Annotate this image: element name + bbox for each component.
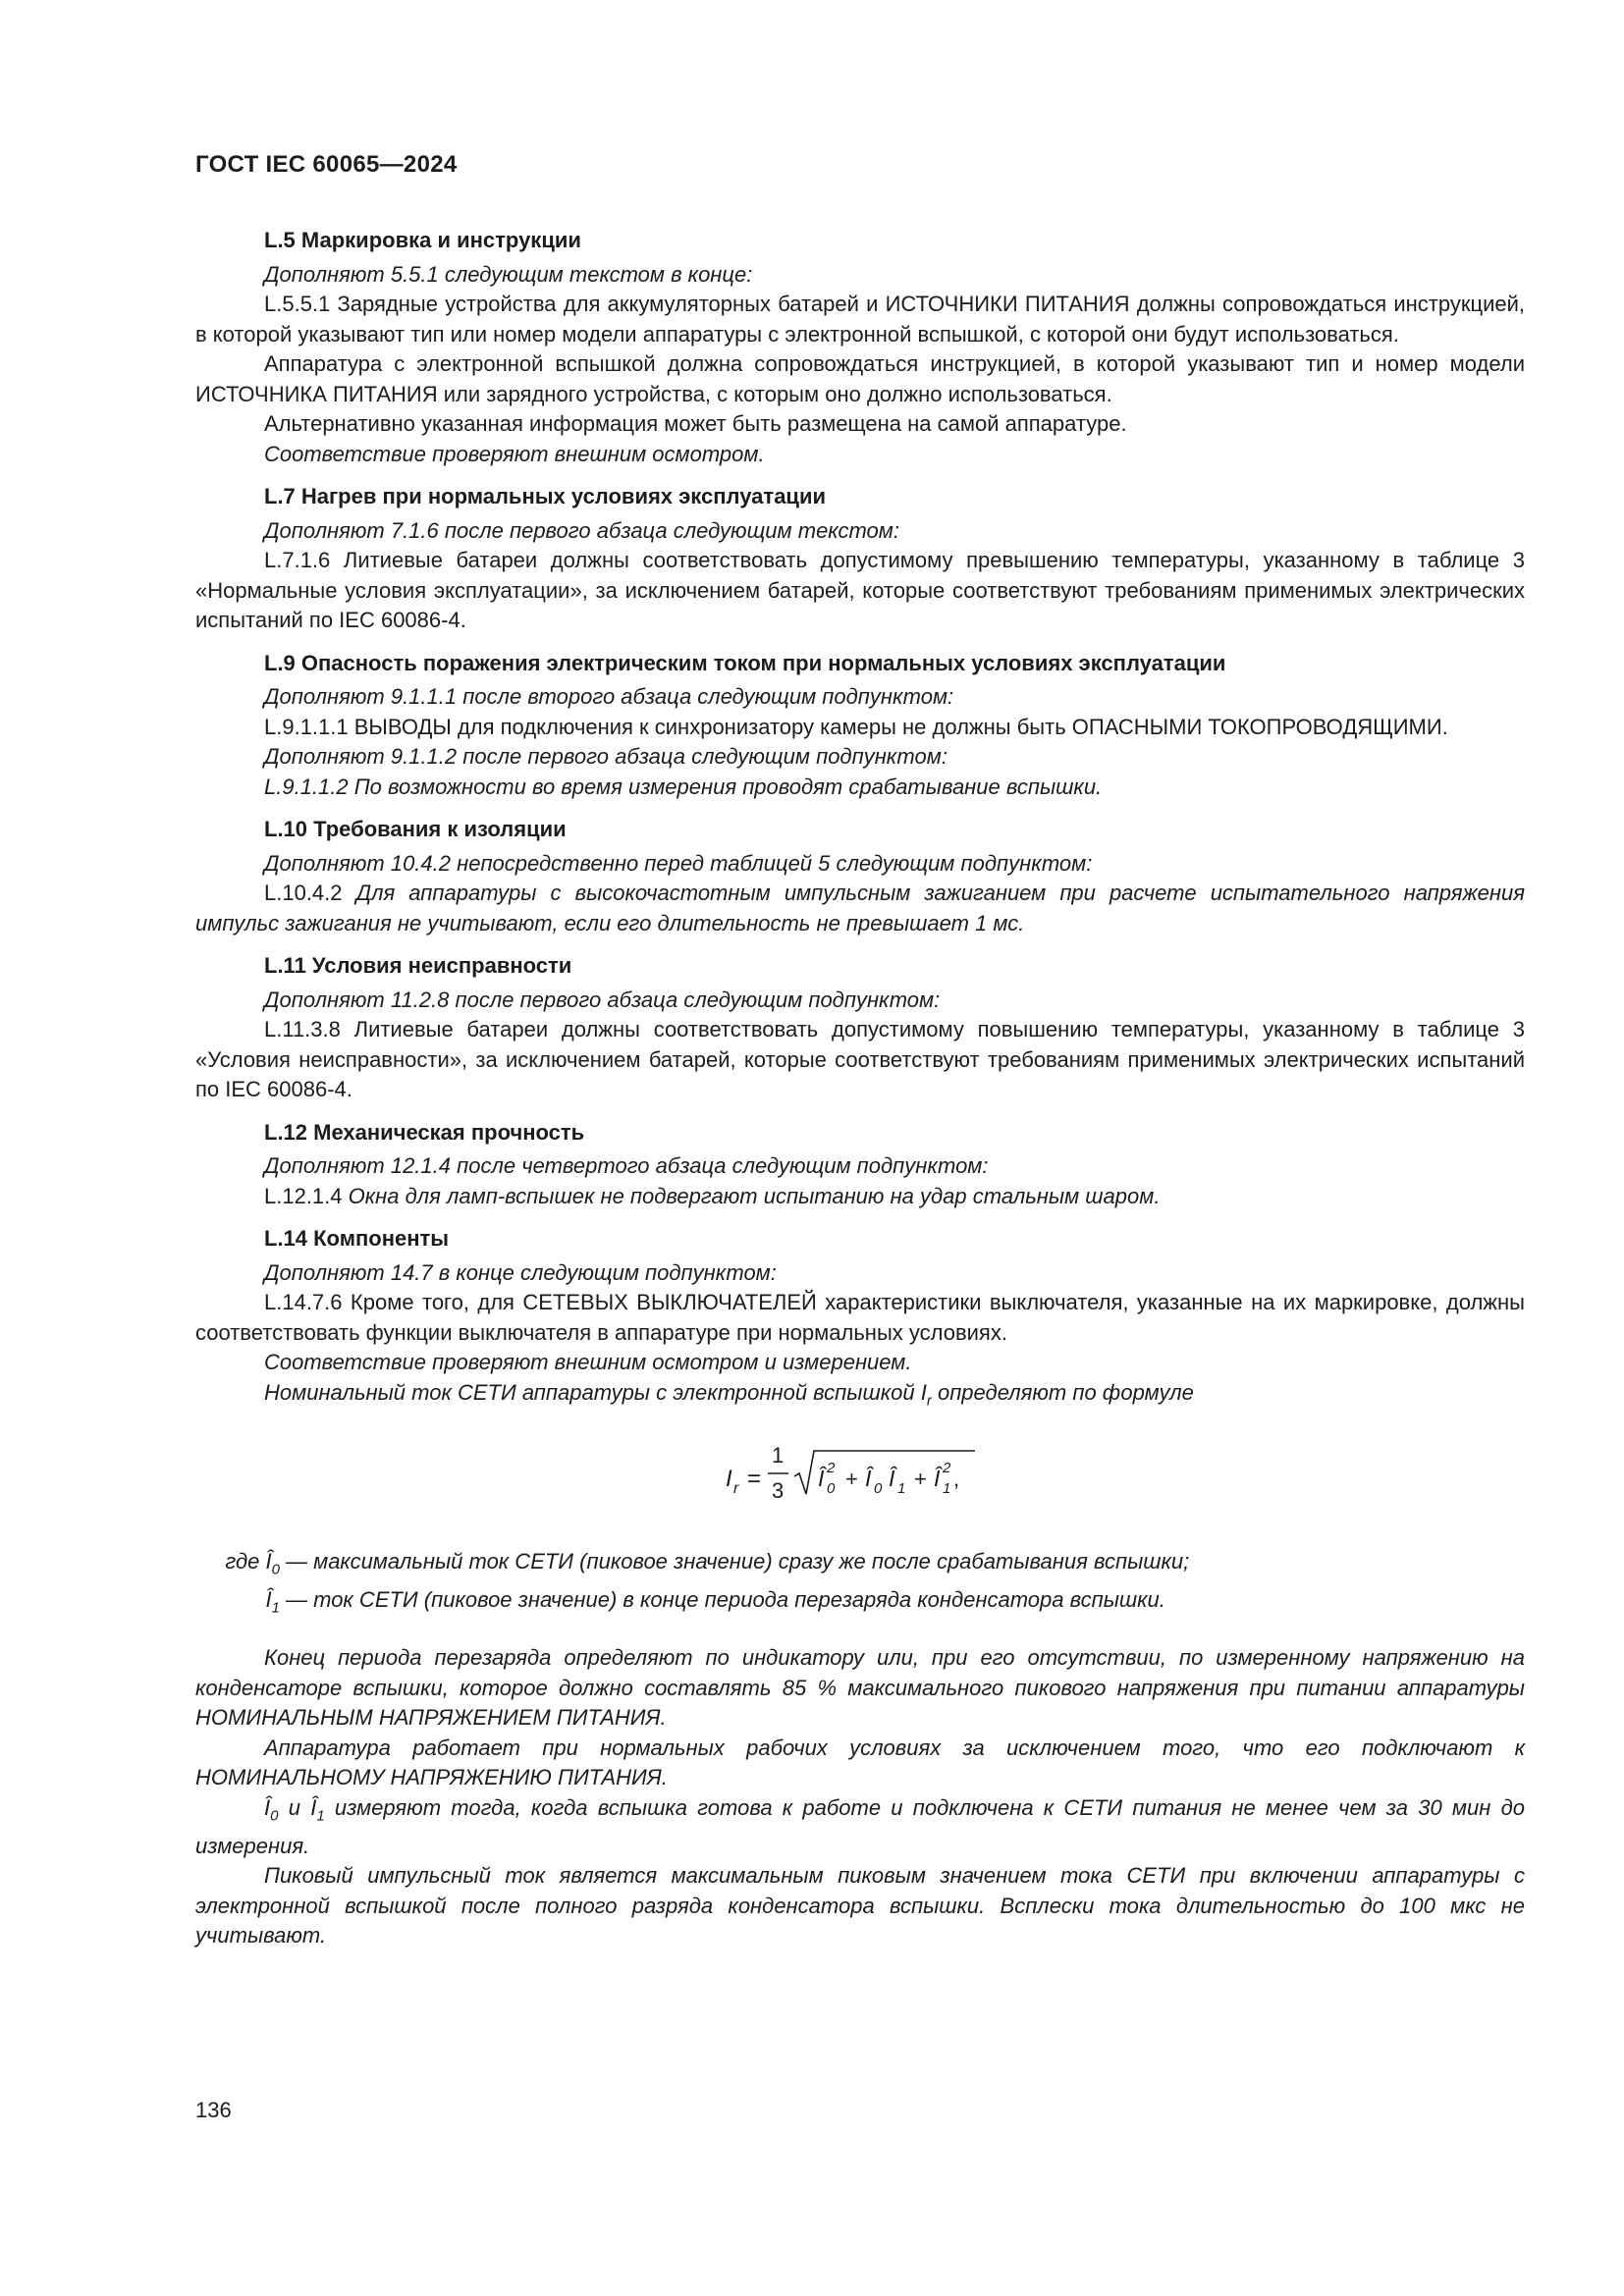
paragraph: L.9.1.1.2 По возможности во время измерения проводят срабатывание вспышки. bbox=[264, 774, 1103, 799]
term-i0b: Î bbox=[865, 1466, 872, 1492]
paragraph bbox=[195, 1182, 1525, 1212]
plus-sign: + bbox=[914, 1467, 927, 1492]
supplement-note: Дополняют 9.1.1.1 после второго абзаца следующим подпунктом: bbox=[264, 684, 954, 709]
term-i0: Î bbox=[818, 1466, 825, 1492]
paragraph: L.14.7.6 Кроме того, для СЕТЕВЫХ ВЫКЛЮЧАТЕЛЕЙ характеристики выключателя, указанные на их маркировке, должны соответствовать функции выключателя в аппаратуре при нормальных условиях. bbox=[195, 1290, 1525, 1345]
section-title-l5: L.5 Маркировка и инструкции bbox=[264, 228, 581, 252]
supplement-note: Дополняют 14.7 в конце следующим подпунктом: bbox=[264, 1259, 777, 1285]
term-i1b-sub: 1 bbox=[943, 1480, 951, 1498]
supplement-note: Дополняют 9.1.1.2 после первого абзаца следующим подпунктом: bbox=[264, 744, 947, 769]
formula-lhs: I bbox=[726, 1466, 732, 1493]
section-title-l11: L.11 Условия неисправности bbox=[264, 953, 572, 978]
plus-sign: + bbox=[845, 1467, 858, 1492]
document-body bbox=[195, 226, 1525, 1951]
term-i0-sub: 0 bbox=[827, 1480, 836, 1498]
supplement-note: Дополняют 5.5.1 следующим текстом в конце: bbox=[264, 261, 753, 287]
paragraph: Аппаратура работает при нормальных рабочих условиях за исключением того, что его подключают к НОМИНАЛЬНОМУ НАПРЯЖЕНИЮ ПИТАНИЯ. bbox=[195, 1735, 1525, 1790]
formula-comma: , bbox=[953, 1467, 960, 1492]
paragraph: L.9.1.1.1 ВЫВОДЫ для подключения к синхронизатору камеры не должны быть ОПАСНЫМИ ТОКОПРОВОДЯЩИМИ. bbox=[264, 714, 1448, 739]
formula-equals: = bbox=[747, 1466, 762, 1493]
formula-denominator: 3 bbox=[772, 1478, 785, 1504]
paragraph: $Î_0$ и $Î_1$ измеряют тогда, когда вспышка готова к работе и подключена к СЕТИ питания не менее чем за 30 мин до измерения. bbox=[195, 1794, 1525, 1858]
section-title-l9: L.9 Опасность поражения электрическим током при нормальных условиях эксплуатации bbox=[264, 650, 1226, 675]
compliance-note: Соответствие проверяют внешним осмотром и измерением. bbox=[264, 1350, 912, 1374]
paragraph: Аппаратура с электронной вспышкой должна сопровождаться инструкцией, в которой указывают тип и номер модели ИСТОЧНИКА ПИТАНИЯ или зарядного устройства, с которым оно должно использоваться. bbox=[195, 351, 1525, 406]
term-i1b-sup: 2 bbox=[943, 1460, 951, 1477]
clause-text: Окна для ламп-вспышек не подвергают испытанию на удар стальным шаром. bbox=[348, 1183, 1161, 1208]
section-title-l7: L.7 Нагрев при нормальных условиях эксплуатации bbox=[264, 484, 826, 508]
paragraph: Альтернативно указанная информация может быть размещена на самой аппаратуре. bbox=[264, 411, 1127, 436]
clause-number: L.12.1.4 bbox=[264, 1183, 343, 1208]
supplement-note: Дополняют 7.1.6 после первого абзаца следующим текстом: bbox=[264, 517, 899, 543]
ir-symbol: $I_r$ bbox=[920, 1379, 932, 1409]
paragraph: Пиковый импульсный ток является максимальным пиковым значением тока СЕТИ при включении аппаратуры с электронной вспышкой после полного разряда конденсатора вспышки. Всплески тока длительностью до 100 мкс не учитывают. bbox=[195, 1863, 1525, 1949]
term-i1-sub: 1 bbox=[897, 1480, 906, 1498]
compliance-note: Соответствие проверяют внешним осмотром. bbox=[264, 441, 765, 466]
paragraph: Конец периода перезаряда определяют по индикатору или, при его отсутствии, по измеренному напряжению на конденсаторе вспышки, которое должно составлять 85 % максимального пикового напряжения при питании аппаратуры НОМИНАЛЬНЫМ НАПРЯЖЕНИЕМ ПИТАНИЯ. bbox=[195, 1645, 1525, 1731]
supplement-note: Дополняют 10.4.2 непосредственно перед таблицей 5 следующим подпунктом: bbox=[264, 850, 1093, 876]
document-header: ГОСТ IEC 60065—2024 bbox=[195, 151, 458, 178]
legend-item-i0: где $Î_0$ — максимальный ток СЕТИ (пиковое значение) сразу же после срабатывания вспышки; bbox=[225, 1549, 1190, 1578]
section-title-l12: L.12 Механическая прочность bbox=[264, 1119, 585, 1145]
term-i0b-sub: 0 bbox=[874, 1480, 883, 1498]
paragraph: L.5.5.1 Зарядные устройства для аккумуляторных батарей и ИСТОЧНИКИ ПИТАНИЯ должны сопровождаться инструкцией, в которой указывают тип или номер модели аппаратуры с электронной вспышкой, с которой они будут использоваться. bbox=[195, 292, 1525, 347]
legend-item-i1: $Î_1$ — ток СЕТИ (пиковое значение) в конце периода перезаряда конденсатора вспышки. bbox=[265, 1587, 1165, 1617]
formula-legend bbox=[195, 1547, 1525, 1624]
paragraph bbox=[195, 879, 1525, 938]
clause-text: Для аппаратуры с высокочастотным импульсным зажиганием при расчете испытательного напряжения импульс зажигания не учитывают, если его длительность не превышает 1 мс. bbox=[195, 881, 1525, 935]
term-i0-sup: 2 bbox=[827, 1460, 836, 1477]
term-i1: Î bbox=[889, 1466, 895, 1492]
section-title-l14: L.14 Компоненты bbox=[264, 1226, 450, 1251]
supplement-note: Дополняют 11.2.8 после первого абзаца следующим подпунктом: bbox=[264, 987, 941, 1012]
section-title-l10: L.10 Требования к изоляции bbox=[264, 817, 567, 841]
nominal-current-note: Номинальный ток СЕТИ аппаратуры с электронной вспышкой $I_r$ определяют по формуле bbox=[264, 1379, 1194, 1409]
formula-lhs-sub: r bbox=[733, 1480, 739, 1498]
rms-current-formula bbox=[726, 1433, 981, 1522]
page-number: 136 bbox=[195, 2098, 232, 2122]
paragraph: L.11.3.8 Литиевые батареи должны соответствовать допустимому повышению температуры, указанному в таблице 3 «Условия неисправности», за исключением батарей, которые соответствуют требованиям применимых электрических испытаний по IEC 60086-4. bbox=[195, 1017, 1525, 1101]
formula-numerator: 1 bbox=[772, 1443, 785, 1468]
supplement-note: Дополняют 12.1.4 после четвертого абзаца следующим подпунктом: bbox=[264, 1153, 989, 1178]
formula-block bbox=[195, 1415, 1525, 1541]
clause-number: L.10.4.2 bbox=[264, 881, 343, 905]
paragraph: L.7.1.6 Литиевые батареи должны соответствовать допустимому превышению температуры, указанному в таблице 3 «Нормальные условия эксплуатации», за исключением батарей, которые соответствуют требованиям применимых электрических испытаний по IEC 60086-4. bbox=[195, 548, 1525, 632]
term-i1b: Î bbox=[934, 1466, 941, 1492]
